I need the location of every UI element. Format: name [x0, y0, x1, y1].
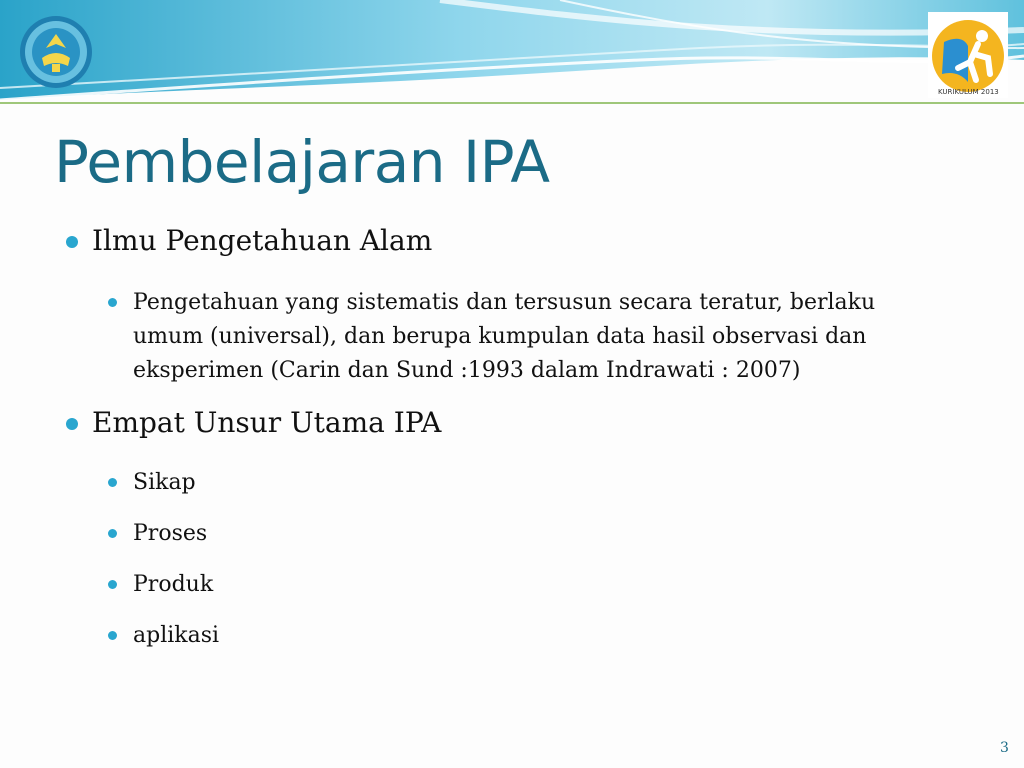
bullet-empat-unsur-utama [66, 406, 441, 439]
bullet-dot-icon [66, 418, 78, 430]
header-band [0, 0, 1024, 106]
bullet-dot-icon [108, 478, 117, 487]
bullet-dot-icon [108, 529, 117, 538]
tut-wuri-handayani-logo [18, 14, 94, 90]
bullet-dot-icon [108, 580, 117, 589]
bullet-text: aplikasi [133, 623, 220, 648]
slide-title: Pembelajaran IPA [54, 128, 550, 196]
bullet-sikap [108, 466, 948, 500]
bullet-dot-icon [108, 631, 117, 640]
bullet-definition [108, 286, 948, 388]
svg-text:KURIKULUM 2013: KURIKULUM 2013 [938, 88, 999, 96]
bullet-text: Pengetahuan yang sistematis dan tersusun secara teratur, berlaku umum (universal), dan berupa kumpulan data hasil observasi dan eksperimen (Carin dan Sund :1993 dalam Indrawati : 2007) [133, 290, 876, 383]
bullet-text: Proses [133, 521, 208, 546]
bullet-text: Empat Unsur Utama IPA [92, 406, 442, 439]
bullet-proses [108, 517, 948, 551]
bullet-text: Sikap [133, 470, 196, 495]
bullet-ilmu-pengetahuan-alam [66, 224, 432, 257]
bullet-text: Produk [133, 572, 214, 597]
bullet-dot-icon [66, 236, 78, 248]
bullet-text: Ilmu Pengetahuan Alam [92, 224, 433, 257]
page-number: 3 [1000, 740, 1009, 756]
bullet-produk [108, 568, 948, 602]
kurikulum-2013-logo [928, 12, 1008, 98]
bullet-aplikasi [108, 619, 948, 653]
bullet-dot-icon [108, 298, 117, 307]
